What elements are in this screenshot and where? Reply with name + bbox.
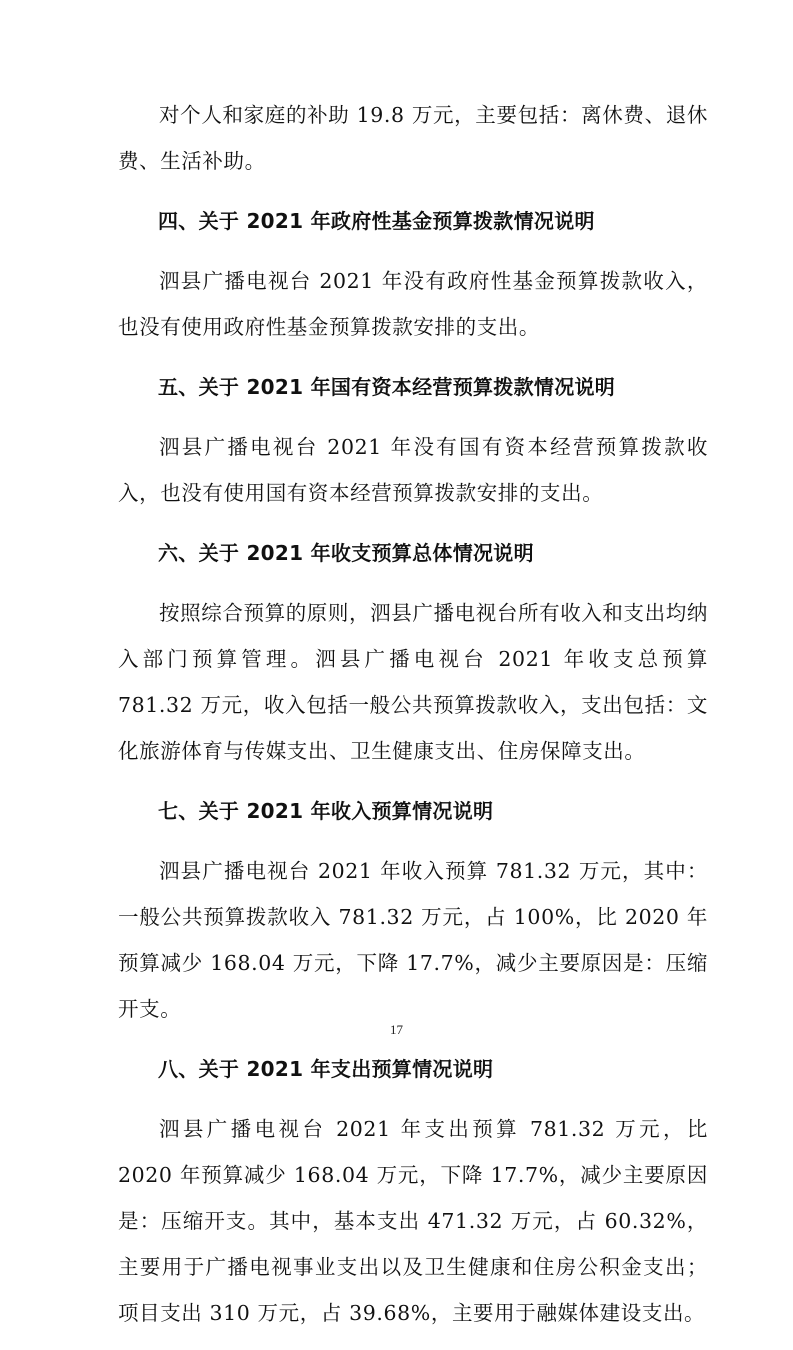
- paragraph-government-fund: 泗县广播电视台 2021 年没有政府性基金预算拨款收入，也没有使用政府性基金预算拨款安排的支出。: [118, 269, 708, 339]
- paragraph-expenditure-budget: 泗县广播电视台 2021 年支出预算 781.32 万元，比 2020 年预算减少 168.04 万元，下降 17.7%，减少主要原因是：压缩开支。其中，基本支出 471.32 万元，占 60.32%，主要用于广播电视事业支出以及卫生健康和住房公积金支出；项目支出 310 万元，占 39.68%，主要用于融媒体建设支出。: [118, 1117, 708, 1325]
- paragraph-state-capital: 泗县广播电视台 2021 年没有国有资本经营预算拨款收入，也没有使用国有资本经营预算拨款安排的支出。: [118, 435, 708, 505]
- heading-income-budget: 七、关于 2021 年收入预算情况说明: [158, 799, 494, 823]
- heading-overall-budget: 六、关于 2021 年收支预算总体情况说明: [158, 541, 534, 565]
- paragraph-overall-budget: 按照综合预算的原则，泗县广播电视台所有收入和支出均纳入部门预算管理。泗县广播电视台 2021 年收支总预算 781.32 万元，收入包括一般公共预算拨款收入，支出包括：文化旅游体育与传媒支出、卫生健康支出、住房保障支出。: [118, 601, 708, 763]
- heading-state-capital: 五、关于 2021 年国有资本经营预算拨款情况说明: [158, 375, 616, 399]
- paragraph-income-budget: 泗县广播电视台 2021 年收入预算 781.32 万元，其中：一般公共预算拨款收入 781.32 万元，占 100%，比 2020 年预算减少 168.04 万元，下降 17.7%，减少主要原因是：压缩开支。: [118, 859, 708, 1021]
- heading-government-fund: 四、关于 2021 年政府性基金预算拨款情况说明: [158, 209, 595, 233]
- heading-expenditure-budget: 八、关于 2021 年支出预算情况说明: [158, 1057, 494, 1081]
- paragraph-personal-subsidy: 对个人和家庭的补助 19.8 万元，主要包括：离休费、退休费、生活补助。: [118, 103, 708, 173]
- page-content: [118, 92, 708, 1350]
- page-number: 17: [390, 1022, 403, 1037]
